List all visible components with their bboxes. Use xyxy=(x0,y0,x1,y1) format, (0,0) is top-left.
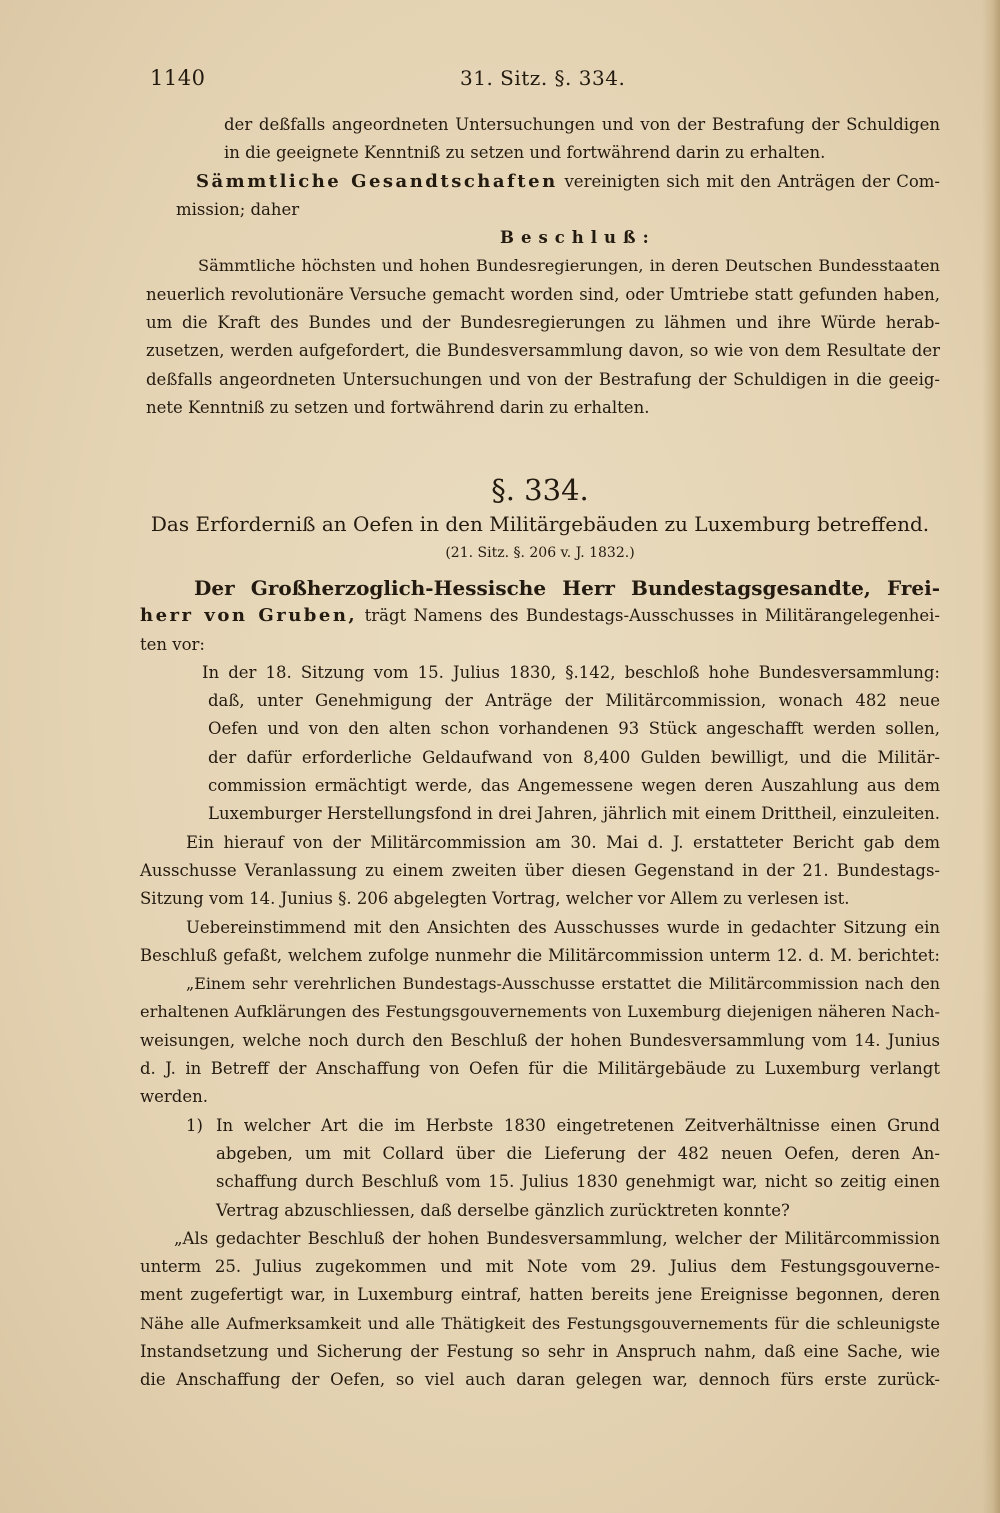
intro-line xyxy=(140,602,940,630)
text-line: Ein hierauf von der Militärcommission am 30. Mai d. J. erstatteter Bericht gab dem xyxy=(186,832,940,852)
text-line: Uebereinstimmend mit den Ansichten des Ausschusses wurde in gedachter Sitzung ein xyxy=(186,917,940,937)
text-line: „Als gedachter Beschluß der hohen Bundesversammlung, welcher der Militärcommission xyxy=(174,1228,940,1248)
text-line: „Einem sehr verehrlichen Bundestags-Ausschusse erstattet die Militärcommission nach den xyxy=(186,974,940,994)
text-line: d. J. in Betreff der Anschaffung von Oefen für die Militärgebäude zu Luxemburg verlangt xyxy=(140,1059,940,1079)
text-line: abgeben, um mit Collard über die Lieferung der 482 neuen Oefen, deren An- xyxy=(216,1143,940,1163)
running-title: 31. Sitz. §. 334. xyxy=(460,66,626,90)
section-title: Das Erforderniß an Oefen in den Militärgebäuden zu Luxemburg betreffend. xyxy=(150,512,930,536)
text-line: werden. xyxy=(140,1087,208,1107)
commission-spaced: Sämmtliche Gesandtschaften xyxy=(196,170,558,192)
list-item-line xyxy=(140,1112,940,1140)
section-reference: (21. Sitz. §. 206 v. J. 1832.) xyxy=(445,545,635,561)
text-line: schaffung durch Beschluß vom 15. Julius 1830 genehmigt war, nicht so zeitig einen xyxy=(216,1172,940,1192)
text-line: Vertrag abzuschliessen, daß derselbe gänzlich zurücktreten konnte? xyxy=(216,1200,790,1220)
text-line: der dafür erforderliche Geldaufwand von 8,400 Gulden bewilligt, und die Militär- xyxy=(208,747,940,767)
text-line: Ausschusse Veranlassung zu einem zweiten über diesen Gegenstand in der 21. Bundestags- xyxy=(140,860,940,880)
text-line: mission; daher xyxy=(176,199,300,219)
text-line: deßfalls angeordneten Untersuchungen und von der Bestrafung der Schuldigen in die geeig- xyxy=(146,369,940,389)
top-block xyxy=(140,111,940,422)
intro-line: Der Großherzoglich-Hessische Herr Bundestagsgesandte, Frei- xyxy=(194,576,940,600)
text-line: Instandsetzung und Sicherung der Festung so sehr in Anspruch nahm, daß eine Sache, wie xyxy=(140,1342,940,1362)
text-line: Beschluß gefaßt, welchem zufolge nunmehr die Militärcommission unterm 12. d. M. berichtet: xyxy=(140,945,940,965)
text-line: Oefen und von den alten schon vorhandenen 93 Stück angeschafft werden sollen, xyxy=(208,719,940,739)
beschluss-heading: Beschluß: xyxy=(500,228,656,248)
commission-rest: vereinigten sich mit den Anträgen der Com- xyxy=(564,171,940,191)
page-number: 1140 xyxy=(150,66,206,90)
text-line: ten vor: xyxy=(140,634,205,654)
running-header xyxy=(150,66,940,96)
text-line: Sämmtliche höchsten und hohen Bundesregierungen, in deren Deutschen Bundesstaaten xyxy=(198,256,940,276)
text-line: um die Kraft des Bundes und der Bundesregierungen zu lähmen und ihre Würde herab- xyxy=(146,313,940,333)
text-line: daß, unter Genehmigung der Anträge der Militärcommission, wonach 482 neue xyxy=(208,691,940,711)
text-line: ment zugefertigt war, in Luxemburg eintraf, hatten bereits jene Ereignisse begonnen, deren xyxy=(140,1285,940,1305)
intro-rest: trägt Namens des Bundestags-Ausschusses in Militärangelegenhei- xyxy=(364,606,941,626)
text-line: erhaltenen Aufklärungen des Festungsgouvernements von Luxemburg diejenigen näheren Nach- xyxy=(140,1002,940,1022)
commission-line xyxy=(140,168,940,196)
text-line: in die geeignete Kenntniß zu setzen und fortwährend darin zu erhalten. xyxy=(224,143,826,163)
text-line: der deßfalls angeordneten Untersuchungen und von der Bestrafung der Schuldigen xyxy=(224,115,940,134)
text-line: neuerlich revolutionäre Versuche gemacht worden sind, oder Umtriebe statt gefunden haben, xyxy=(146,284,940,304)
list-item-label: 1) xyxy=(186,1115,203,1135)
text-line: weisungen, welche noch durch den Beschluß der hohen Bundesversammlung vom 14. Junius xyxy=(140,1030,940,1050)
body-block xyxy=(140,574,940,1395)
text-line: unterm 25. Julius zugekommen und mit Note vom 29. Julius dem Festungsgouverne- xyxy=(140,1257,940,1277)
section-number: §. 334. xyxy=(491,473,589,507)
page-edge-shadow xyxy=(982,0,1000,1513)
text-line: commission ermächtigt werde, das Angemessene wegen deren Auszahlung aus dem xyxy=(208,776,940,796)
text-line: nete Kenntniß zu setzen und fortwährend darin zu erhalten. xyxy=(146,397,650,417)
speaker-name: herr von Gruben, xyxy=(140,605,358,627)
text-line: zusetzen, werden aufgefordert, die Bundesversammlung davon, so wie von dem Resultate der xyxy=(146,341,940,361)
text-line: Luxemburger Herstellungsfond in drei Jahren, jährlich mit einem Drittheil, einzuleiten. xyxy=(208,804,940,824)
text-line: Sitzung vom 14. Junius §. 206 abgelegten Vortrag, welcher vor Allem zu verlesen ist. xyxy=(140,889,850,909)
text-line: Nähe alle Aufmerksamkeit und alle Thätigkeit des Festungsgouvernements für die schleunigste xyxy=(140,1313,940,1333)
list-item-text: In welcher Art die im Herbste 1830 eingetretenen Zeitverhältnisse einen Grund xyxy=(216,1115,940,1135)
text-line: In der 18. Sitzung vom 15. Julius 1830, §.142, beschloß hohe Bundesversammlung: xyxy=(202,662,940,682)
text-line: die Anschaffung der Oefen, so viel auch daran gelegen war, dennoch fürs erste zurück- xyxy=(140,1370,940,1390)
